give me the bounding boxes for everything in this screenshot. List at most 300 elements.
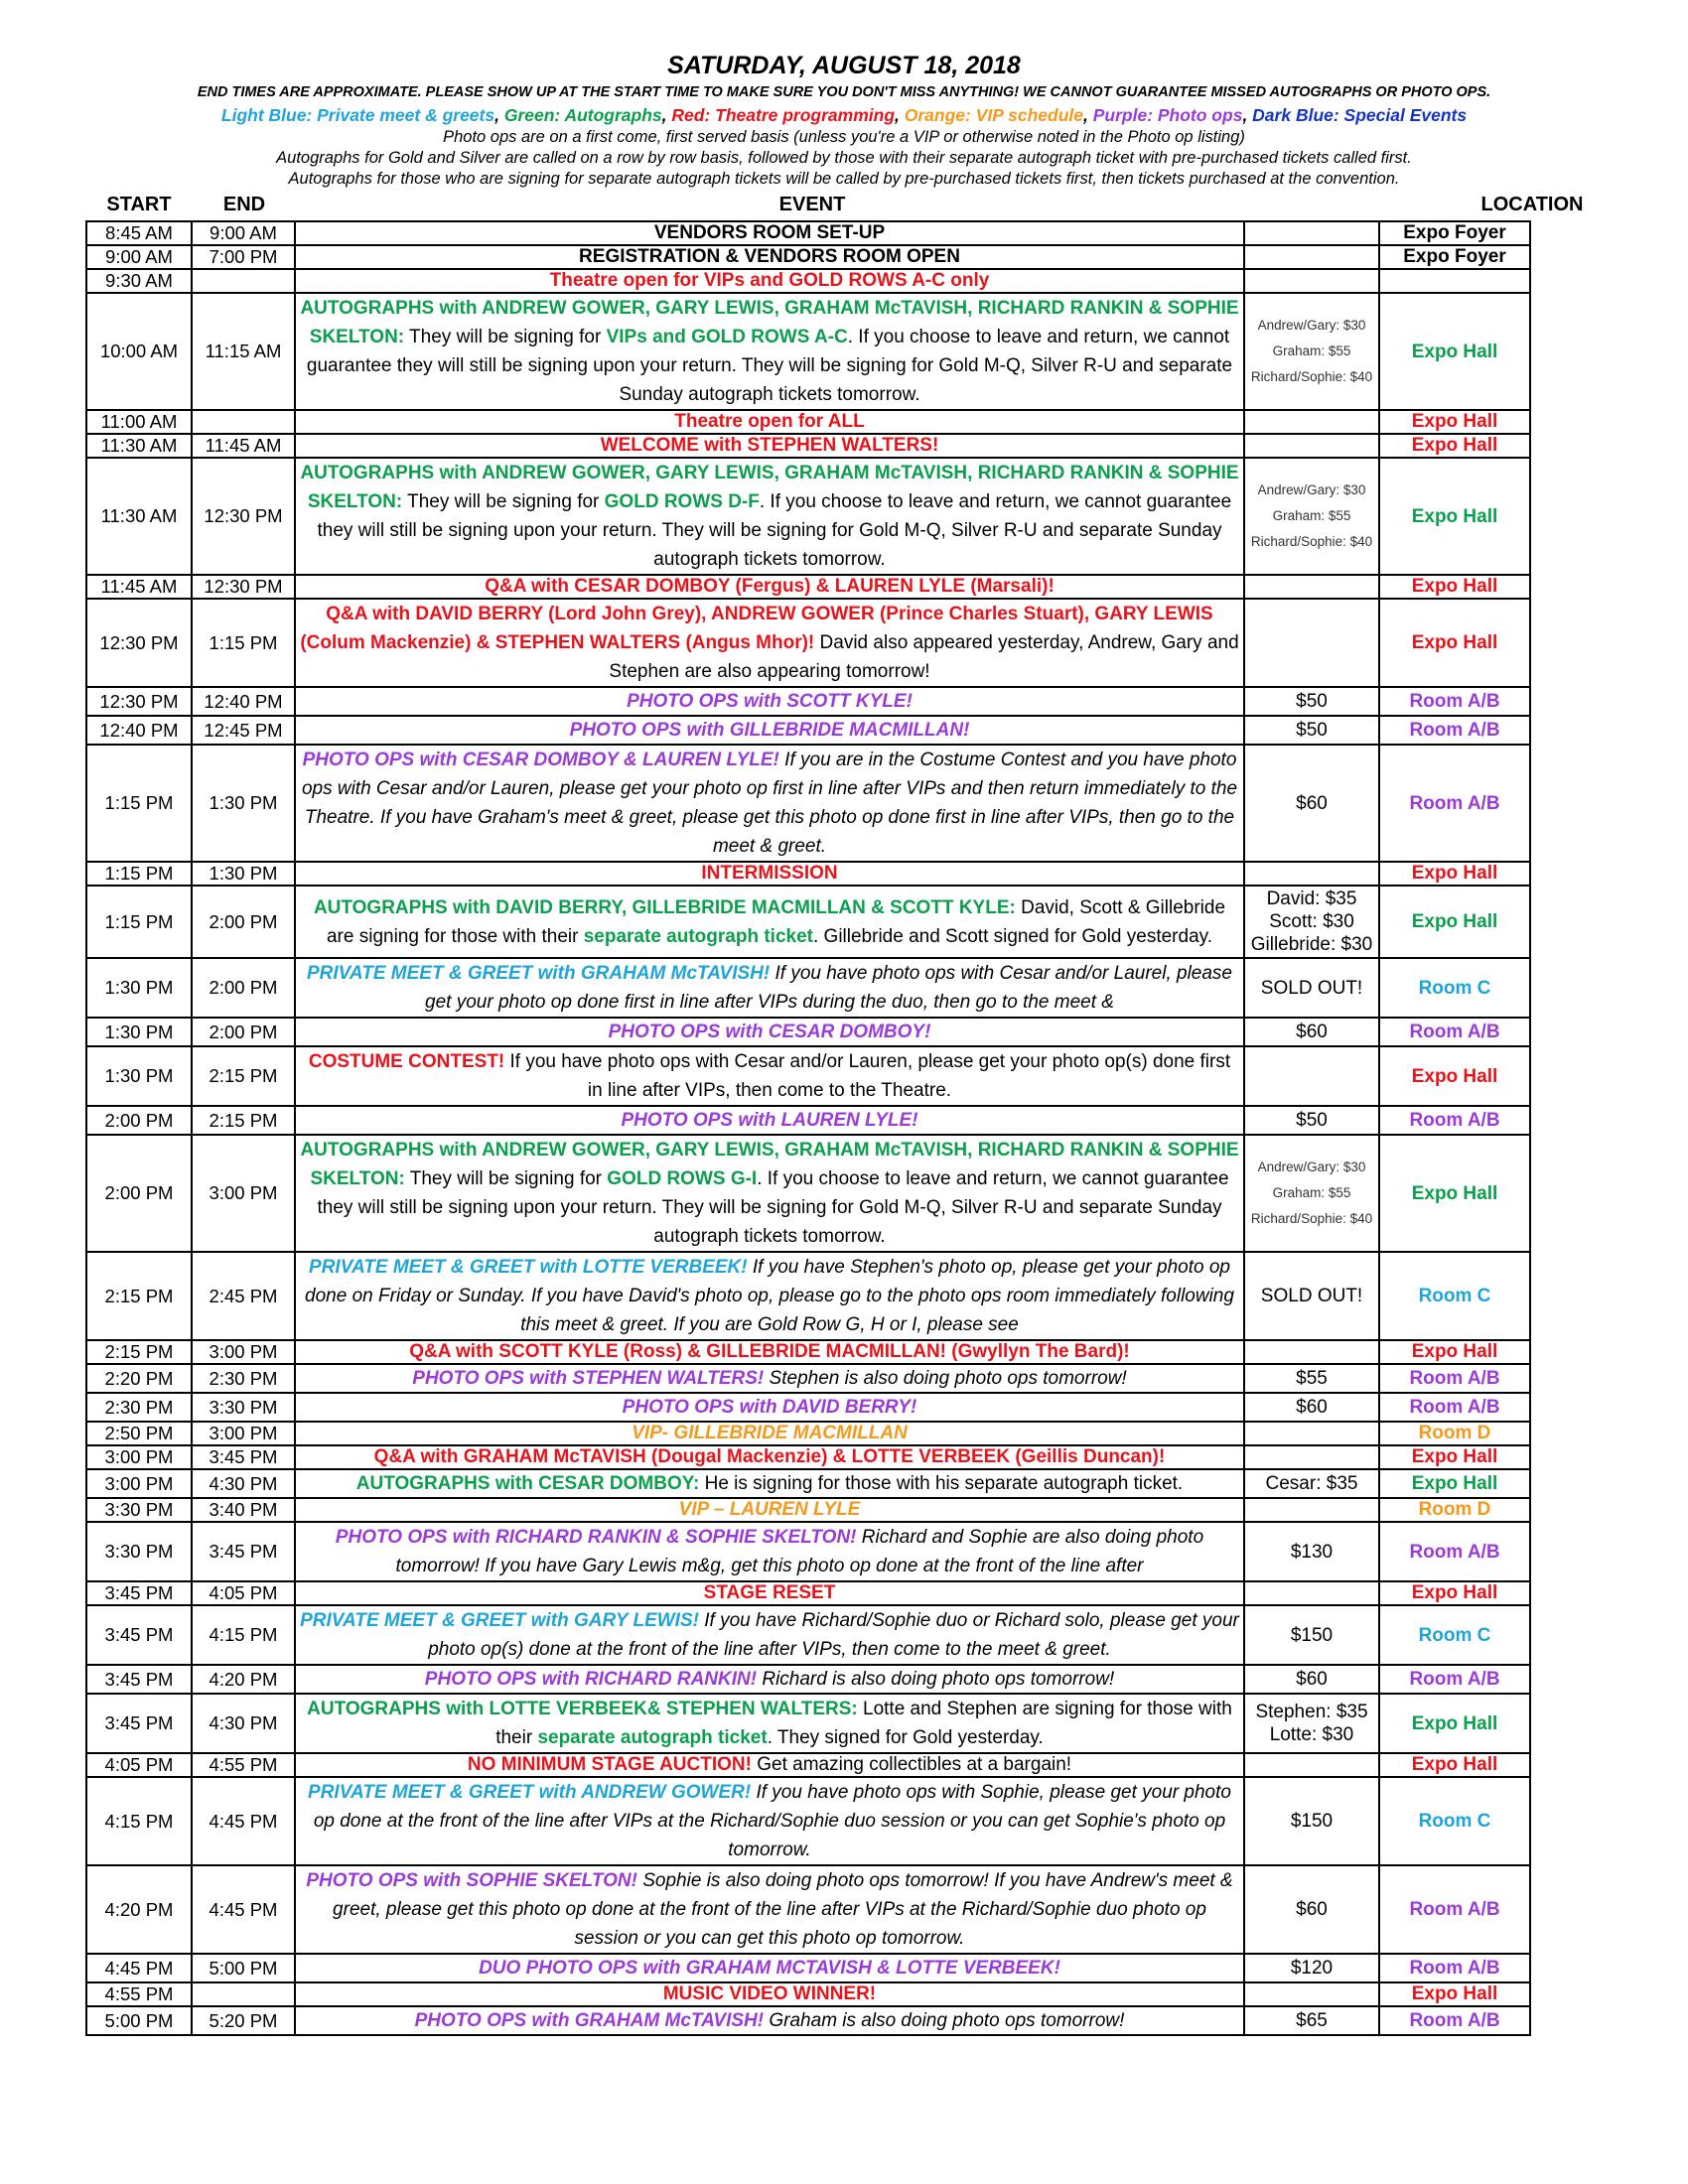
event-text: PRIVATE MEET & GREET with GARY LEWIS! bbox=[300, 1610, 699, 1631]
event-text: David, Scott & Gillebride are signing for those with their bbox=[326, 896, 1226, 947]
location: Room A/B bbox=[1379, 1522, 1530, 1581]
end-time: 4:15 PM bbox=[192, 1605, 295, 1665]
legend-item: , bbox=[494, 105, 504, 125]
end-time: 2:15 PM bbox=[192, 1046, 295, 1106]
price bbox=[1244, 1106, 1379, 1135]
event-text: REGISTRATION & VENDORS ROOM OPEN bbox=[579, 246, 960, 267]
event-description bbox=[295, 1982, 1244, 2006]
event-description bbox=[295, 1753, 1244, 1777]
event-description bbox=[295, 687, 1244, 716]
price bbox=[1244, 1445, 1379, 1469]
event-text: PHOTO OPS with STEPHEN WALTERS! bbox=[412, 1367, 765, 1389]
event-text: Richard and Sophie are also doing photo tomorrow! If you have Gary Lewis m&g, get this photo op done at the front of the line after bbox=[395, 1527, 1204, 1576]
price bbox=[1244, 2006, 1379, 2035]
event-description bbox=[295, 1106, 1244, 1135]
location: Expo Hall bbox=[1379, 1581, 1530, 1605]
schedule-row bbox=[86, 1046, 1530, 1106]
event-text: separate autograph ticket bbox=[537, 1727, 768, 1748]
schedule-row bbox=[86, 886, 1530, 958]
location: Expo Hall bbox=[1379, 1753, 1530, 1777]
event-text: AUTOGRAPHS with ANDREW GOWER, GARY LEWIS, GRAHAM McTAVISH, RICHARD RANKIN & SOPHIE SKELTON: bbox=[300, 463, 1239, 512]
end-time: 4:05 PM bbox=[192, 1581, 295, 1605]
event-description bbox=[295, 221, 1244, 245]
schedule-row bbox=[86, 687, 1530, 716]
price-text: David: $35 Scott: $30 Gillebride: $30 bbox=[1250, 888, 1373, 955]
end-time: 9:00 AM bbox=[192, 221, 295, 245]
event-text: separate autograph ticket bbox=[583, 925, 813, 947]
price bbox=[1244, 1753, 1379, 1777]
start-time: 9:00 AM bbox=[86, 245, 192, 269]
end-time: 12:30 PM bbox=[192, 458, 295, 575]
event-description bbox=[295, 1340, 1244, 1364]
schedule-row bbox=[86, 1422, 1530, 1445]
event-text: Q&A with GRAHAM McTAVISH (Dougal Mackenzie) & LOTTE VERBEEK (Geillis Duncan)! bbox=[373, 1446, 1166, 1467]
event-text: PRIVATE MEET & GREET with LOTTE VERBEEK! bbox=[309, 1257, 748, 1278]
end-time: 12:30 PM bbox=[192, 575, 295, 599]
event-text: PHOTO OPS with SCOTT KYLE! bbox=[627, 690, 913, 712]
event-text: INTERMISSION bbox=[701, 863, 838, 884]
price-text: $60 bbox=[1296, 1669, 1328, 1690]
event-description bbox=[295, 1498, 1244, 1522]
event-text: If you have Stephen's photo op, please get your photo op done on Friday or Sunday. If you have David's photo op, please go to the photo ops room immediately following this meet & greet. If you are Gold Row G, H or I, please see bbox=[305, 1257, 1234, 1335]
price bbox=[1244, 1498, 1379, 1522]
price bbox=[1244, 1340, 1379, 1364]
event-text: STAGE RESET bbox=[703, 1582, 836, 1603]
schedule-row bbox=[86, 1777, 1530, 1865]
location: Room C bbox=[1379, 958, 1530, 1018]
event-description bbox=[295, 1469, 1244, 1498]
price-text: $55 bbox=[1296, 1368, 1328, 1389]
schedule-row bbox=[86, 862, 1530, 886]
event-description bbox=[295, 245, 1244, 269]
start-time: 9:30 AM bbox=[86, 269, 192, 293]
start-time: 8:45 AM bbox=[86, 221, 192, 245]
event-text: If you have Richard/Sophie duo or Richard solo, please get your photo op(s) done at the front of the line after VIPs, then come to the meet & greet. bbox=[428, 1610, 1239, 1660]
price bbox=[1244, 245, 1379, 269]
event-description bbox=[295, 1252, 1244, 1340]
event-text: COSTUME CONTEST! bbox=[308, 1051, 505, 1072]
location: Expo Hall bbox=[1379, 862, 1530, 886]
event-text: PHOTO OPS with GILLEBRIDE MACMILLAN! bbox=[569, 719, 970, 741]
end-time: 3:00 PM bbox=[192, 1340, 295, 1364]
event-text: If you have photo ops with Cesar and/or Laurel, please get your photo op done first in line after VIPs during the duo, then go to the meet & bbox=[425, 963, 1232, 1013]
price bbox=[1244, 1046, 1379, 1106]
event-text: Stephen is also doing photo ops tomorrow! bbox=[764, 1367, 1127, 1389]
legend-item: Orange: VIP schedule bbox=[904, 105, 1083, 125]
schedule-row bbox=[86, 1665, 1530, 1694]
price-text: $50 bbox=[1296, 720, 1328, 741]
start-time: 1:30 PM bbox=[86, 1046, 192, 1106]
end-time: 3:45 PM bbox=[192, 1445, 295, 1469]
event-text: PHOTO OPS with CESAR DOMBOY! bbox=[608, 1021, 931, 1042]
event-text: PHOTO OPS with LAUREN LYLE! bbox=[621, 1109, 918, 1131]
schedule-row bbox=[86, 2006, 1530, 2035]
event-text: They will be signing for bbox=[404, 327, 607, 347]
legend-item: , bbox=[895, 105, 905, 125]
event-description bbox=[295, 575, 1244, 599]
schedule-row bbox=[86, 221, 1530, 245]
price-text: $120 bbox=[1290, 1958, 1334, 1979]
event-description bbox=[295, 599, 1244, 687]
end-time: 3:30 PM bbox=[192, 1393, 295, 1422]
schedule-row bbox=[86, 1498, 1530, 1522]
event-description bbox=[295, 1135, 1244, 1252]
legend-item: , bbox=[1242, 105, 1253, 125]
price bbox=[1244, 958, 1379, 1018]
event-text: PRIVATE MEET & GREET with ANDREW GOWER! bbox=[308, 1782, 752, 1803]
end-time: 11:15 AM bbox=[192, 293, 295, 410]
end-time: 5:00 PM bbox=[192, 1954, 295, 1982]
schedule-row bbox=[86, 745, 1530, 862]
end-time: 1:30 PM bbox=[192, 862, 295, 886]
note-gold-silver: Autographs for Gold and Silver are called on a row by row basis, followed by those with their separate autograph ticket with pre-purchased tickets called first. bbox=[276, 149, 1412, 167]
price bbox=[1244, 1581, 1379, 1605]
event-description bbox=[295, 745, 1244, 862]
price-text: SOLD OUT! bbox=[1260, 977, 1363, 999]
event-text: They will be signing for bbox=[404, 1168, 608, 1189]
start-time: 3:30 PM bbox=[86, 1522, 192, 1581]
schedule-row bbox=[86, 1018, 1530, 1046]
event-text: Q&A with CESAR DOMBOY (Fergus) & LAUREN LYLE (Marsali)! bbox=[485, 576, 1055, 597]
start-time: 3:45 PM bbox=[86, 1605, 192, 1665]
event-text: Richard is also doing photo ops tomorrow! bbox=[757, 1668, 1115, 1690]
event-description bbox=[295, 1046, 1244, 1106]
end-time: 2:30 PM bbox=[192, 1364, 295, 1393]
column-header-event: EVENT bbox=[778, 194, 846, 215]
price bbox=[1244, 1469, 1379, 1498]
event-description bbox=[295, 2006, 1244, 2035]
location: Expo Hall bbox=[1379, 1046, 1530, 1106]
price-text: $60 bbox=[1296, 792, 1328, 814]
event-text: WELCOME with STEPHEN WALTERS! bbox=[600, 435, 939, 456]
end-time: 2:00 PM bbox=[192, 958, 295, 1018]
end-time: 3:00 PM bbox=[192, 1135, 295, 1252]
schedule-rows bbox=[86, 221, 1530, 2035]
legend-item: , bbox=[1083, 105, 1093, 125]
price-text: Andrew/Gary: $30 Graham: $55 Richard/Sophie: $40 bbox=[1250, 482, 1373, 549]
location: Expo Hall bbox=[1379, 599, 1530, 687]
schedule-row bbox=[86, 599, 1530, 687]
end-time bbox=[192, 1982, 295, 2006]
event-text: VIP – LAUREN LYLE bbox=[678, 1499, 861, 1520]
end-time: 2:45 PM bbox=[192, 1252, 295, 1340]
location: Expo Foyer bbox=[1379, 221, 1530, 245]
location: Room A/B bbox=[1379, 1665, 1530, 1694]
price-text: $60 bbox=[1296, 1397, 1328, 1418]
start-time: 12:30 PM bbox=[86, 599, 192, 687]
event-text: Theatre open for ALL bbox=[674, 411, 865, 432]
location: Expo Hall bbox=[1379, 886, 1530, 958]
schedule-row bbox=[86, 1753, 1530, 1777]
page-title: SATURDAY, AUGUST 18, 2018 bbox=[667, 52, 1021, 79]
schedule-row bbox=[86, 434, 1530, 458]
location: Expo Hall bbox=[1379, 434, 1530, 458]
price-text: $50 bbox=[1296, 1110, 1328, 1131]
legend-item: Red: Theatre programming bbox=[671, 105, 896, 125]
start-time: 12:40 PM bbox=[86, 716, 192, 745]
legend-item: Green: Autographs bbox=[503, 105, 662, 125]
end-time: 3:40 PM bbox=[192, 1498, 295, 1522]
event-description bbox=[295, 269, 1244, 293]
start-time: 11:30 AM bbox=[86, 458, 192, 575]
price bbox=[1244, 1364, 1379, 1393]
start-time: 2:00 PM bbox=[86, 1135, 192, 1252]
end-time: 2:15 PM bbox=[192, 1106, 295, 1135]
event-text: AUTOGRAPHS with DAVID BERRY, GILLEBRIDE MACMILLAN & SCOTT KYLE: bbox=[313, 896, 1016, 918]
end-time bbox=[192, 269, 295, 293]
event-text: . If you choose to leave and return, we cannot guarantee they will still be signing upon your return. They will be signing for Gold M-Q, Silver R-U and separate Sunday autograph tickets tomorrow. bbox=[317, 491, 1232, 570]
start-time: 1:15 PM bbox=[86, 745, 192, 862]
price bbox=[1244, 1865, 1379, 1954]
start-time: 3:45 PM bbox=[86, 1694, 192, 1753]
start-time: 2:15 PM bbox=[86, 1340, 192, 1364]
notice-text: END TIMES ARE APPROXIMATE. PLEASE SHOW UP AT THE START TIME TO MAKE SURE YOU DON'T MISS ANYTHING! WE CANNOT GUARANTEE MISSED AUTOGRAPHS OR PHOTO OPS. bbox=[197, 84, 1491, 100]
event-description bbox=[295, 1865, 1244, 1954]
legend-item: Light Blue: Private meet & greets bbox=[220, 105, 495, 125]
column-header-start: START bbox=[106, 194, 172, 215]
start-time: 2:30 PM bbox=[86, 1393, 192, 1422]
event-description bbox=[295, 1445, 1244, 1469]
location: Room A/B bbox=[1379, 716, 1530, 745]
event-text: DUO PHOTO OPS with GRAHAM MCTAVISH & LOTTE VERBEEK! bbox=[479, 1957, 1060, 1979]
event-text: AUTOGRAPHS with ANDREW GOWER, GARY LEWIS, GRAHAM McTAVISH, RICHARD RANKIN & SOPHIE SKELTON: bbox=[300, 1140, 1239, 1189]
location: Room A/B bbox=[1379, 1393, 1530, 1422]
schedule-row bbox=[86, 458, 1530, 575]
event-description bbox=[295, 1393, 1244, 1422]
schedule-row bbox=[86, 1605, 1530, 1665]
price bbox=[1244, 269, 1379, 293]
location: Room A/B bbox=[1379, 1364, 1530, 1393]
end-time: 4:20 PM bbox=[192, 1665, 295, 1694]
start-time: 1:15 PM bbox=[86, 862, 192, 886]
start-time: 5:00 PM bbox=[86, 2006, 192, 2035]
start-time: 3:45 PM bbox=[86, 1581, 192, 1605]
event-text: Lotte and Stephen are signing for those with their bbox=[495, 1699, 1232, 1748]
price-text: $60 bbox=[1296, 1022, 1328, 1042]
start-time: 10:00 AM bbox=[86, 293, 192, 410]
event-text: . They signed for Gold yesterday. bbox=[767, 1727, 1044, 1748]
location: Room C bbox=[1379, 1605, 1530, 1665]
column-header-location: LOCATION bbox=[1480, 194, 1584, 215]
note-separate-tickets: Autographs for those who are signing for separate autograph tickets will be called by pre-purchased tickets first, then tickets purchased at the convention. bbox=[288, 170, 1400, 188]
end-time: 2:00 PM bbox=[192, 1018, 295, 1046]
location: Room A/B bbox=[1379, 745, 1530, 862]
column-header-end: END bbox=[222, 194, 266, 215]
schedule-row bbox=[86, 1865, 1530, 1954]
end-time: 12:40 PM bbox=[192, 687, 295, 716]
end-time: 4:30 PM bbox=[192, 1694, 295, 1753]
event-description bbox=[295, 1581, 1244, 1605]
event-text: VIPs and GOLD ROWS A-C bbox=[606, 327, 848, 347]
event-description bbox=[295, 886, 1244, 958]
schedule-row bbox=[86, 958, 1530, 1018]
price-text: $50 bbox=[1296, 691, 1328, 712]
event-text: PHOTO OPS with CESAR DOMBOY & LAUREN LYLE! bbox=[302, 750, 779, 770]
schedule-row bbox=[86, 410, 1530, 434]
event-text: Get amazing collectibles at a bargain! bbox=[751, 1754, 1072, 1775]
end-time: 1:15 PM bbox=[192, 599, 295, 687]
schedule-row bbox=[86, 1106, 1530, 1135]
start-time: 3:00 PM bbox=[86, 1469, 192, 1498]
location: Expo Hall bbox=[1379, 1469, 1530, 1498]
end-time: 4:45 PM bbox=[192, 1865, 295, 1954]
location: Room A/B bbox=[1379, 687, 1530, 716]
start-time: 2:00 PM bbox=[86, 1106, 192, 1135]
event-text: AUTOGRAPHS with ANDREW GOWER, GARY LEWIS, GRAHAM McTAVISH, RICHARD RANKIN & SOPHIE SKELTON: bbox=[300, 298, 1239, 347]
legend-item: Purple: Photo ops bbox=[1092, 105, 1243, 125]
price bbox=[1244, 862, 1379, 886]
price bbox=[1244, 1777, 1379, 1865]
location: Room C bbox=[1379, 1252, 1530, 1340]
note-photo-ops: Photo ops are on a first come, first served basis (unless you're a VIP or otherwise noted in the Photo op listing) bbox=[443, 128, 1245, 146]
event-text: VENDORS ROOM SET-UP bbox=[653, 222, 886, 243]
price bbox=[1244, 221, 1379, 245]
event-text: NO MINIMUM STAGE AUCTION! bbox=[467, 1754, 752, 1775]
event-description bbox=[295, 1665, 1244, 1694]
price-text: Stephen: $35 Lotte: $30 bbox=[1255, 1702, 1368, 1745]
event-text: PRIVATE MEET & GREET with GRAHAM McTAVISH! bbox=[306, 963, 771, 984]
end-time: 1:30 PM bbox=[192, 745, 295, 862]
end-time: 2:00 PM bbox=[192, 886, 295, 958]
event-text: MUSIC VIDEO WINNER! bbox=[662, 1983, 877, 2004]
event-text: GOLD ROWS G-I bbox=[607, 1168, 758, 1189]
start-time: 11:45 AM bbox=[86, 575, 192, 599]
schedule-row bbox=[86, 1252, 1530, 1340]
price bbox=[1244, 745, 1379, 862]
start-time: 1:15 PM bbox=[86, 886, 192, 958]
event-description bbox=[295, 862, 1244, 886]
location: Expo Hall bbox=[1379, 1694, 1530, 1753]
event-description bbox=[295, 1954, 1244, 1982]
event-text: Theatre open for VIPs and GOLD ROWS A-C only bbox=[549, 270, 990, 291]
event-text: VIP- GILLEBRIDE MACMILLAN bbox=[632, 1423, 908, 1443]
event-text: PHOTO OPS with GRAHAM McTAVISH! bbox=[414, 2009, 765, 2031]
price-text: SOLD OUT! bbox=[1260, 1286, 1363, 1306]
schedule-row bbox=[86, 1340, 1530, 1364]
color-legend bbox=[0, 105, 1688, 126]
price bbox=[1244, 1954, 1379, 1982]
schedule-row bbox=[86, 1522, 1530, 1581]
schedule-row bbox=[86, 1445, 1530, 1469]
price-text: $65 bbox=[1296, 2010, 1328, 2031]
price bbox=[1244, 1135, 1379, 1252]
location: Room D bbox=[1379, 1422, 1530, 1445]
schedule-row bbox=[86, 1469, 1530, 1498]
schedule-row bbox=[86, 1581, 1530, 1605]
start-time: 4:45 PM bbox=[86, 1954, 192, 1982]
price bbox=[1244, 1393, 1379, 1422]
start-time: 1:30 PM bbox=[86, 1018, 192, 1046]
event-text: Sophie is also doing photo ops tomorrow! If you have Andrew's meet & greet, please get this photo op done at the front of the line after VIPs at the Richard/Sophie duo photo op session or you can get this photo op tomorrow. bbox=[333, 1870, 1233, 1949]
location: Expo Hall bbox=[1379, 1340, 1530, 1364]
price-text: $60 bbox=[1296, 1899, 1328, 1920]
event-text: David also appeared yesterday, Andrew, Gary and Stephen are also appearing tomorrow! bbox=[609, 632, 1239, 682]
location bbox=[1379, 269, 1530, 293]
start-time: 4:55 PM bbox=[86, 1982, 192, 2006]
end-time: 7:00 PM bbox=[192, 245, 295, 269]
price bbox=[1244, 410, 1379, 434]
price bbox=[1244, 575, 1379, 599]
location: Expo Hall bbox=[1379, 1982, 1530, 2006]
start-time: 1:30 PM bbox=[86, 958, 192, 1018]
end-time: 3:45 PM bbox=[192, 1522, 295, 1581]
location: Room A/B bbox=[1379, 2006, 1530, 2035]
schedule-row bbox=[86, 575, 1530, 599]
schedule-row bbox=[86, 716, 1530, 745]
end-time: 4:45 PM bbox=[192, 1777, 295, 1865]
price-text: $150 bbox=[1290, 1811, 1334, 1832]
end-time: 3:00 PM bbox=[192, 1422, 295, 1445]
event-text: AUTOGRAPHS with LOTTE VERBEEK& STEPHEN WALTERS: bbox=[307, 1699, 858, 1719]
location: Room A/B bbox=[1379, 1865, 1530, 1954]
price-text: $130 bbox=[1290, 1541, 1334, 1563]
event-text: If you have photo ops with Sophie, please get your photo op done at the front of the line after VIPs at the Richard/Sophie duo session or you can get Sophie's photo op tomorrow. bbox=[313, 1782, 1231, 1860]
price bbox=[1244, 687, 1379, 716]
schedule-table bbox=[85, 220, 1531, 2036]
event-text: He is signing for those with his separate autograph ticket. bbox=[699, 1472, 1184, 1494]
end-time: 12:45 PM bbox=[192, 716, 295, 745]
end-time: 4:55 PM bbox=[192, 1753, 295, 1777]
event-text: . Gillebride and Scott signed for Gold yesterday. bbox=[812, 925, 1213, 947]
event-description bbox=[295, 1522, 1244, 1581]
start-time: 11:00 AM bbox=[86, 410, 192, 434]
schedule-row bbox=[86, 1694, 1530, 1753]
price bbox=[1244, 716, 1379, 745]
end-time bbox=[192, 410, 295, 434]
end-time: 11:45 AM bbox=[192, 434, 295, 458]
location: Expo Foyer bbox=[1379, 245, 1530, 269]
price bbox=[1244, 458, 1379, 575]
start-time: 4:05 PM bbox=[86, 1753, 192, 1777]
event-description bbox=[295, 1605, 1244, 1665]
price-text: Andrew/Gary: $30 Graham: $55 Richard/Sophie: $40 bbox=[1250, 318, 1373, 384]
legend-item: , bbox=[661, 105, 672, 125]
start-time: 3:45 PM bbox=[86, 1665, 192, 1694]
start-time: 12:30 PM bbox=[86, 687, 192, 716]
event-text: PHOTO OPS with DAVID BERRY! bbox=[622, 1396, 917, 1418]
event-text: AUTOGRAPHS with CESAR DOMBOY: bbox=[355, 1472, 700, 1494]
price bbox=[1244, 1252, 1379, 1340]
start-time: 2:15 PM bbox=[86, 1252, 192, 1340]
schedule-row bbox=[86, 293, 1530, 410]
event-text: PHOTO OPS with SOPHIE SKELTON! bbox=[306, 1870, 637, 1891]
price bbox=[1244, 886, 1379, 958]
price-text: $150 bbox=[1290, 1624, 1334, 1646]
price bbox=[1244, 434, 1379, 458]
price bbox=[1244, 1982, 1379, 2006]
event-text: GOLD ROWS D-F bbox=[604, 491, 760, 512]
event-description bbox=[295, 958, 1244, 1018]
location: Room C bbox=[1379, 1777, 1530, 1865]
event-description bbox=[295, 716, 1244, 745]
location: Expo Hall bbox=[1379, 458, 1530, 575]
schedule-row bbox=[86, 1364, 1530, 1393]
price bbox=[1244, 1694, 1379, 1753]
event-text: Graham is also doing photo ops tomorrow! bbox=[764, 2009, 1125, 2031]
schedule-row bbox=[86, 1393, 1530, 1422]
start-time: 3:00 PM bbox=[86, 1445, 192, 1469]
event-text: Q&A with DAVID BERRY (Lord John Grey), ANDREW GOWER (Prince Charles Stuart), GARY LEWIS (Colum Mackenzie) & STEPHEN WALTERS (Angus Mhor)! bbox=[300, 604, 1213, 653]
schedule-row bbox=[86, 1954, 1530, 1982]
location: Expo Hall bbox=[1379, 575, 1530, 599]
location: Room A/B bbox=[1379, 1954, 1530, 1982]
event-text: PHOTO OPS with RICHARD RANKIN! bbox=[424, 1668, 758, 1690]
event-text: . If you choose to leave and return, we cannot guarantee they will still be signing upon your return. They will be signing for Gold M-Q, Silver R-U and separate Sunday autograph tickets tomorrow. bbox=[317, 1168, 1229, 1247]
event-text: If you are in the Costume Contest and you have photo ops with Cesar and/or Lauren, please get your photo op first in line after VIPs and then return immediately to the Theatre. If you have Graham's meet & greet, please get this photo op done first in line after VIPs, then go to the meet & greet. bbox=[301, 750, 1238, 857]
event-description bbox=[295, 1777, 1244, 1865]
event-description bbox=[295, 1364, 1244, 1393]
event-description bbox=[295, 1694, 1244, 1753]
